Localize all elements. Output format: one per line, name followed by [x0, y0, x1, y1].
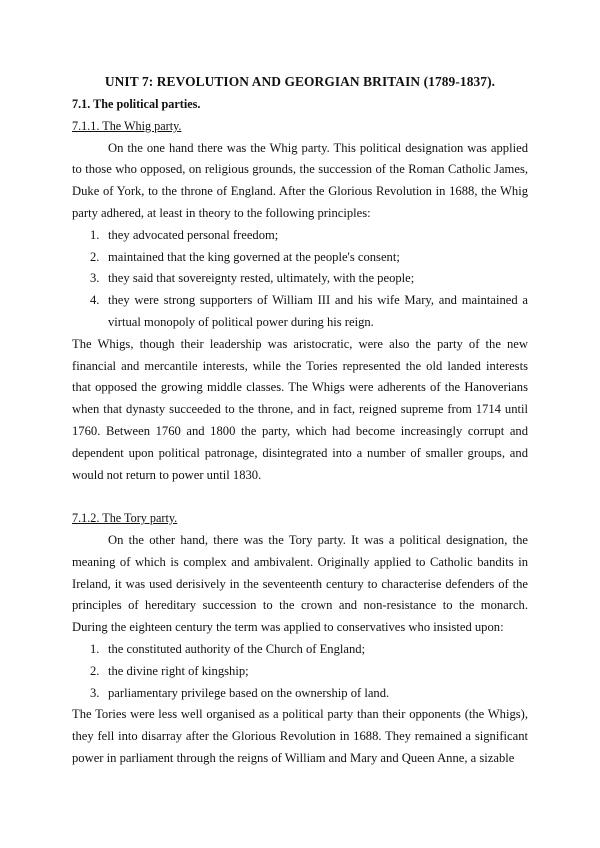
list-number: 1.	[90, 227, 100, 242]
subsection-heading-whig: 7.1.1. The Whig party.	[72, 118, 182, 133]
list-number: 2.	[90, 663, 100, 678]
list-item	[72, 225, 528, 247]
tory-principles-list	[72, 639, 528, 704]
list-item	[72, 290, 528, 334]
list-number: 1.	[90, 641, 100, 656]
document-page	[72, 72, 528, 770]
whig-body-paragraph: The Whigs, though their leadership was aristocratic, were also the party of the new financial and mercantile interests, while the Tories represented the old landed interests that opposed the growing middle classes. The Whigs were adherents of the Hanoverians when that dynasty succeeded to the throne, and in fact, reigned supreme from 1714 until 1760. Between 1760 and 1800 the party, which had become increasingly corrupt and dependent upon political patronage, disintegrated into a number of smaller groups, and would not return to power until 1830.	[72, 336, 528, 482]
list-number: 3.	[90, 685, 100, 700]
page-title: UNIT 7: REVOLUTION AND GEORGIAN BRITAIN (1789-1837).	[104, 74, 496, 89]
list-number: 4.	[90, 293, 100, 308]
list-item-text: they were strong supporters of William III and his wife Mary, and maintained a virtual monopoly of political power during his reign.	[108, 293, 528, 329]
paragraph-spacer	[72, 486, 528, 508]
tory-body-paragraph: The Tories were less well organised as a political party than their opponents (the Whigs), they fell into disarray after the Glorious Revolution in 1688. They remained a significant power in parliament through the reigns of William and Mary and Queen Anne, a sizable	[72, 707, 528, 765]
list-item	[72, 661, 528, 683]
list-item	[72, 683, 528, 705]
tory-intro-paragraph: On the other hand, there was the Tory party. It was a political designation, the meaning of which is complex and ambivalent. Originally applied to Catholic bandits in Ireland, it was used derisively in the seventeenth century to characterise defenders of the principles of hereditary succession to the crown and non-resistance to the monarch. During the eighteen century the term was applied to conservatives who insisted upon:	[72, 532, 528, 635]
list-item-text: they said that sovereignty rested, ultimately, with the people;	[108, 271, 415, 286]
list-item-text: the constituted authority of the Church of England;	[108, 641, 366, 656]
list-item-text: maintained that the king governed at the people's consent;	[108, 249, 400, 264]
list-number: 2.	[90, 249, 100, 264]
subsection-heading-tory: 7.1.2. The Tory party.	[72, 511, 178, 526]
list-item	[72, 268, 528, 290]
list-number: 3.	[90, 271, 100, 286]
section-heading: 7.1. The political parties.	[72, 97, 201, 111]
list-item-text: the divine right of kingship;	[108, 663, 249, 678]
list-item	[72, 247, 528, 269]
list-item-text: they advocated personal freedom;	[108, 227, 279, 242]
whig-principles-list	[72, 225, 528, 334]
list-item	[72, 639, 528, 661]
whig-intro-paragraph: On the one hand there was the Whig party. This political designation was applied to those who opposed, on religious grounds, the succession of the Roman Catholic James, Duke of York, to the throne of England. After the Glorious Revolution in 1688, the Whig party adhered, at least in theory to the following principles:	[72, 140, 528, 220]
list-item-text: parliamentary privilege based on the ownership of land.	[108, 685, 390, 700]
